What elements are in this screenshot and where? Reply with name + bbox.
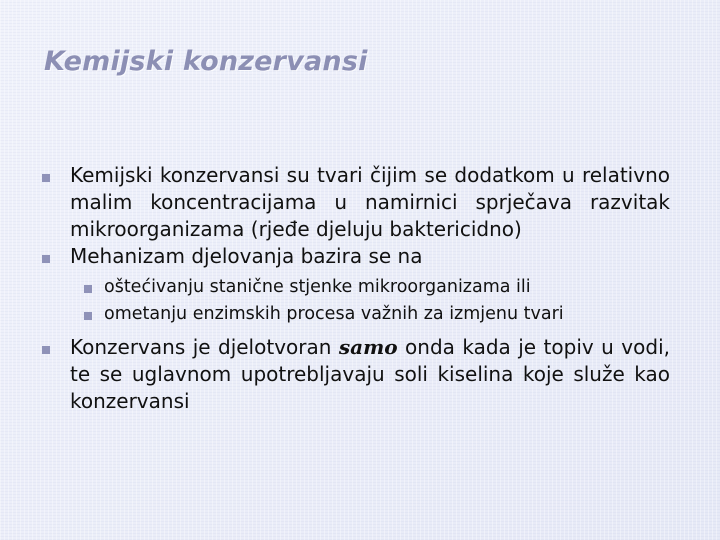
sub-bullet-item <box>40 301 670 328</box>
bullet-item-mechanism <box>40 243 670 270</box>
sub-bullet-text: ometanju enzimskih procesa važnih za izmjenu tvari <box>104 304 564 324</box>
square-bullet-icon <box>84 285 92 293</box>
emphasis-text: samo <box>338 335 398 359</box>
sub-bullet-text: oštećivanju stanične stjenke mikroorganizama ili <box>104 277 531 297</box>
bullet-item-effectiveness <box>40 334 670 415</box>
square-bullet-icon <box>84 312 92 320</box>
sub-bullet-list <box>40 274 670 328</box>
square-bullet-icon <box>42 255 50 263</box>
bullet-text: Kemijski konzervansi su tvari čijim se dodatkom u relativno malim koncentracijama u namirnici sprječava razvitak mikroorganizama (rjeđe djeluju baktericidno) <box>70 163 670 241</box>
slide-body <box>40 162 670 415</box>
bullet-item-definition <box>40 162 670 243</box>
bullet-text-end: onda kada je topiv u vodi, te se uglavnom upotrebljavaju soli kiselina koje služe kao konzervansi <box>70 335 670 413</box>
bullet-text: Mehanizam djelovanja bazira se na <box>70 244 423 268</box>
square-bullet-icon <box>42 174 50 182</box>
square-bullet-icon <box>42 346 50 354</box>
bullet-text-start: Konzervans je djelotvoran <box>70 335 339 359</box>
slide-title: Kemijski konzervansi <box>44 46 368 77</box>
sub-bullet-item <box>40 274 670 301</box>
